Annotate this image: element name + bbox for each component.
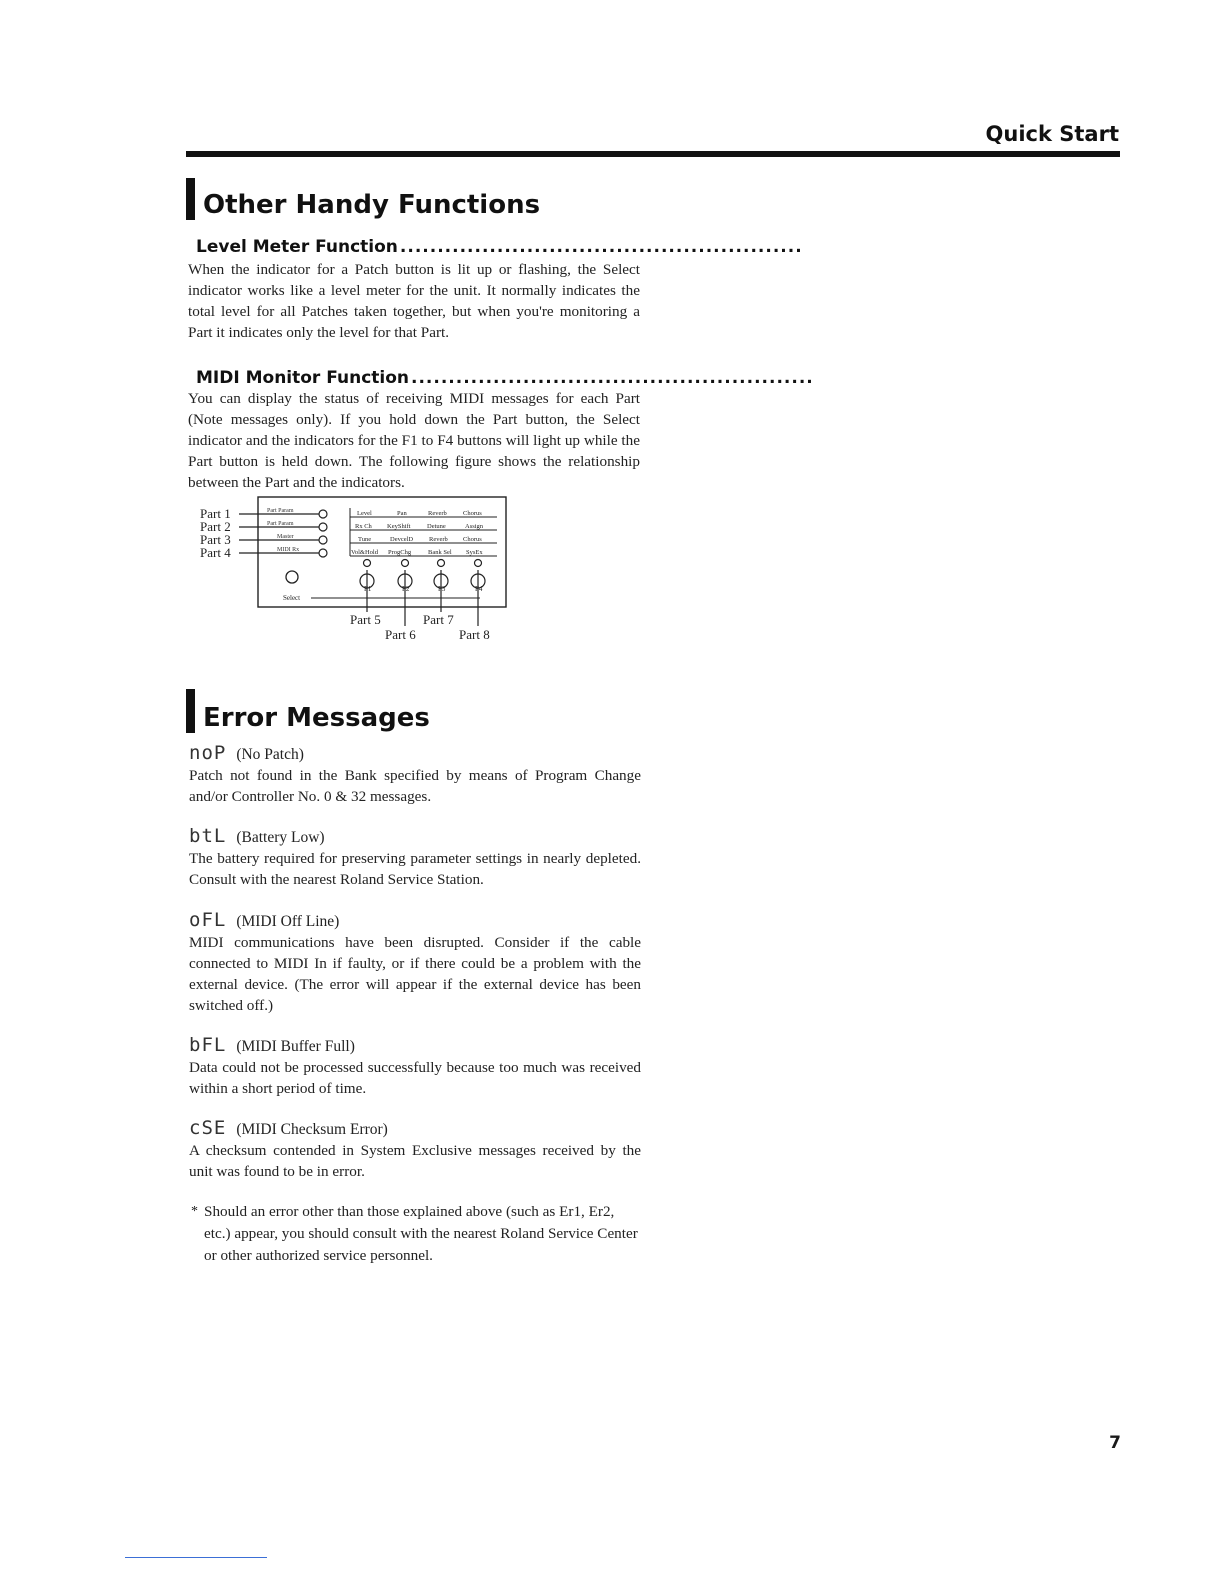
param-cell: DevcelD xyxy=(390,536,414,543)
error-entry xyxy=(189,909,641,1016)
error-name: (MIDI Buffer Full) xyxy=(236,1038,355,1055)
section-title-text: Error Messages xyxy=(203,703,430,733)
f-button-label: F4 xyxy=(475,585,483,593)
part-label: Part 7 xyxy=(423,612,454,627)
param-cell: Chorus xyxy=(463,536,482,543)
param-cell: KeyShift xyxy=(387,523,411,530)
part-indicator-diagram xyxy=(195,494,515,649)
part-label: Part 5 xyxy=(350,612,381,627)
error-body: The battery required for preserving parameter settings in nearly depleted. Consult with the nearest Roland Service Station. xyxy=(189,850,641,888)
row-label: Master xyxy=(277,534,294,540)
error-body: MIDI communications have been disrupted. Consider if the cable connected to MIDI In if faulty, or if there could be a problem with the external device. (The error will appear if the external device has been switched off.) xyxy=(189,934,641,1014)
error-body: Data could not be processed successfully because too much was received within a short period of time. xyxy=(189,1059,641,1097)
footnote-text: Should an error other than those explained above (such as Er1, Er2, etc.) appear, you should consult with the nearest Roland Service Center or other authorized service personnel. xyxy=(204,1203,638,1264)
param-cell: Reverb xyxy=(428,510,447,517)
error-name: (No Patch) xyxy=(236,746,304,763)
error-code: noP xyxy=(189,742,227,764)
part-label: Part 4 xyxy=(200,545,231,560)
f-button-label: F1 xyxy=(364,585,372,593)
asterisk-icon: * xyxy=(191,1204,198,1219)
section-title-text: Other Handy Functions xyxy=(203,190,541,220)
part-label: Part 3 xyxy=(200,532,231,547)
param-cell: Bank Sel xyxy=(428,549,452,556)
param-cell: Rx Ch xyxy=(355,523,372,530)
param-cell: ProgChg xyxy=(388,549,412,556)
header-rule xyxy=(186,151,1120,157)
f-button-label: F3 xyxy=(438,585,446,593)
param-cell: Level xyxy=(357,510,372,517)
error-code: btL xyxy=(189,825,227,847)
error-name: (Battery Low) xyxy=(236,829,325,846)
footer-line xyxy=(125,1557,267,1558)
subheading-level-meter xyxy=(188,237,803,257)
subheading-text: Level Meter Function xyxy=(196,237,398,257)
section-bar-icon xyxy=(186,689,195,733)
param-cell: Detune xyxy=(427,523,446,530)
error-entry xyxy=(189,742,641,807)
subheading-midi-monitor xyxy=(188,368,814,388)
section-title-other-handy-functions xyxy=(186,178,540,220)
error-body: Patch not found in the Bank specified by means of Program Change and/or Controller No. 0 & 32 messages. xyxy=(189,767,641,805)
error-code: bFL xyxy=(189,1034,227,1056)
part-label: Part 8 xyxy=(459,627,490,642)
f-button-label: F2 xyxy=(402,585,410,593)
part-label: Part 2 xyxy=(200,519,231,534)
error-code: oFL xyxy=(189,909,227,931)
param-cell: Reverb xyxy=(429,536,448,543)
param-cell: Chorus xyxy=(463,510,482,517)
subheading-text: MIDI Monitor Function xyxy=(196,368,410,388)
select-label: Select xyxy=(283,594,301,602)
error-name: (MIDI Checksum Error) xyxy=(236,1121,388,1138)
page-number: 7 xyxy=(1109,1433,1121,1453)
param-cell: Pan xyxy=(397,510,407,517)
error-code: cSE xyxy=(189,1117,227,1139)
level-meter-body: When the indicator for a Patch button is lit up or flashing, the Select indicator works like a level meter for the unit. It normally indicates the total level for all Patches taken together, but when you're monitoring a Part it indicates only the level for that Part. xyxy=(188,261,640,341)
leader-dots: ...................................................... xyxy=(411,368,814,388)
row-label: MIDI Rx xyxy=(277,547,300,553)
row-label: Part Param xyxy=(267,508,294,514)
part-label: Part 6 xyxy=(385,627,416,642)
error-body: A checksum contended in System Exclusive messages received by the unit was found to be in error. xyxy=(189,1142,641,1180)
param-cell: SysEx xyxy=(466,549,483,556)
leader-dots: ...................................................... xyxy=(399,237,803,257)
midi-monitor-body: You can display the status of receiving MIDI messages for each Part (Note messages only). If you hold down the Part button, the Select indicator and the indicators for the F1 to F4 buttons will light up while the Part button is held down. The following figure shows the relationship between the Part and the indicators. xyxy=(188,390,640,491)
section-title-error-messages xyxy=(186,689,430,733)
error-entry xyxy=(189,1117,641,1182)
error-entry xyxy=(189,825,641,890)
error-entry xyxy=(189,1034,641,1099)
page-header-title: Quick Start xyxy=(985,122,1119,146)
select-indicator xyxy=(286,571,298,583)
param-cell: Vol&Hold xyxy=(351,549,378,556)
error-name: (MIDI Off Line) xyxy=(236,913,340,930)
part-label: Part 1 xyxy=(200,506,231,521)
param-cell: Assign xyxy=(465,523,484,530)
row-label: Part Param xyxy=(267,521,294,527)
section-bar-icon xyxy=(186,178,195,220)
param-cell: Tune xyxy=(358,536,372,543)
footnote xyxy=(191,1201,640,1267)
